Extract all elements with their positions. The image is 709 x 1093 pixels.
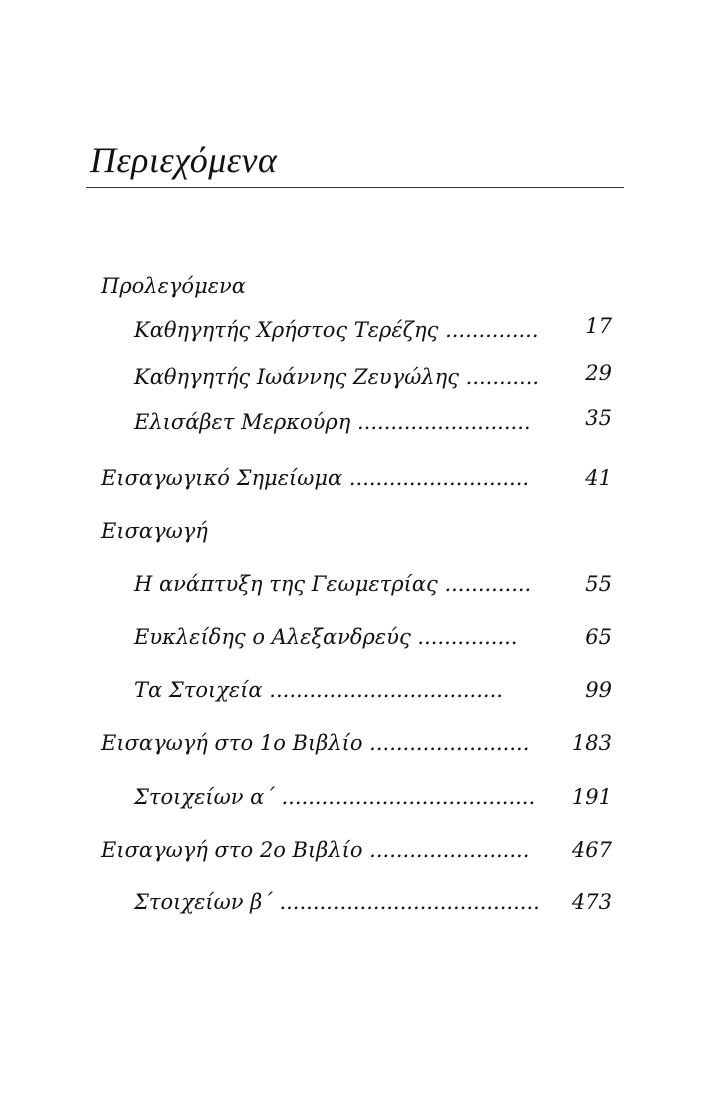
toc-entry-euclid[interactable] [0,622,709,652]
toc-entry-title: Καθηγητής Ιωάννης Ζευγώλης ........... [134,365,540,389]
toc-entry-page: 41 [585,466,612,490]
toc-entry-page: 99 [585,678,612,702]
toc-entry-elements[interactable] [0,675,709,705]
toc-entry-zevgolis[interactable] [0,362,709,392]
toc-entry-intro-book-2[interactable] [0,835,709,865]
toc-entry-title: Εισαγωγή στο 1ο Βιβλίο ........................ [101,731,530,755]
toc-entry-title: Εισαγωγικό Σημείωμα ........................... [101,466,530,490]
toc-entry-geometry-development[interactable] [0,569,709,599]
toc-entry-terezis[interactable] [0,315,709,345]
toc-entry-elements-beta[interactable] [0,887,709,917]
toc-entry-title: Ελισάβετ Μερκούρη .......................... [134,410,531,434]
toc-entry-title: Εισαγωγή στο 2ο Βιβλίο ........................ [101,838,530,862]
toc-entry-title: Στοιχείων α΄ ...................................... [134,785,536,809]
toc-entry-page: 35 [585,406,612,430]
toc-entry-intro-book-1[interactable] [0,728,709,758]
toc-entry-title: Εισαγωγή [101,519,208,543]
toc-entry-introduction[interactable] [0,516,709,546]
toc-entry-prolegomena[interactable] [0,271,709,301]
page-title: Περιεχόμενα [90,140,278,180]
toc-entry-page: 29 [585,361,612,385]
toc-entry-title: Η ανάπτυξη της Γεωμετρίας ............. [134,572,532,596]
toc-entry-page: 17 [585,314,612,338]
toc-entry-page: 55 [585,572,612,596]
toc-entry-title: Προλεγόμενα [101,274,246,298]
title-divider [86,187,624,188]
toc-entry-merkouri[interactable] [0,407,709,437]
toc-entry-introductory-note[interactable] [0,463,709,493]
toc-entry-page: 467 [571,838,612,862]
toc-entry-title: Ευκλείδης ο Αλεξανδρεύς ............... [134,625,518,649]
toc-entry-page: 191 [571,785,612,809]
toc-entry-page: 65 [585,625,612,649]
toc-entry-page: 183 [571,731,612,755]
toc-entry-title: Τα Στοιχεία ................................... [134,678,503,702]
toc-entry-elements-alpha[interactable] [0,782,709,812]
toc-entry-title: Καθηγητής Χρήστος Τερέζης .............. [134,318,539,342]
toc-entry-title: Στοιχείων β΄ ....................................... [134,890,540,914]
toc-entry-page: 473 [571,890,612,914]
